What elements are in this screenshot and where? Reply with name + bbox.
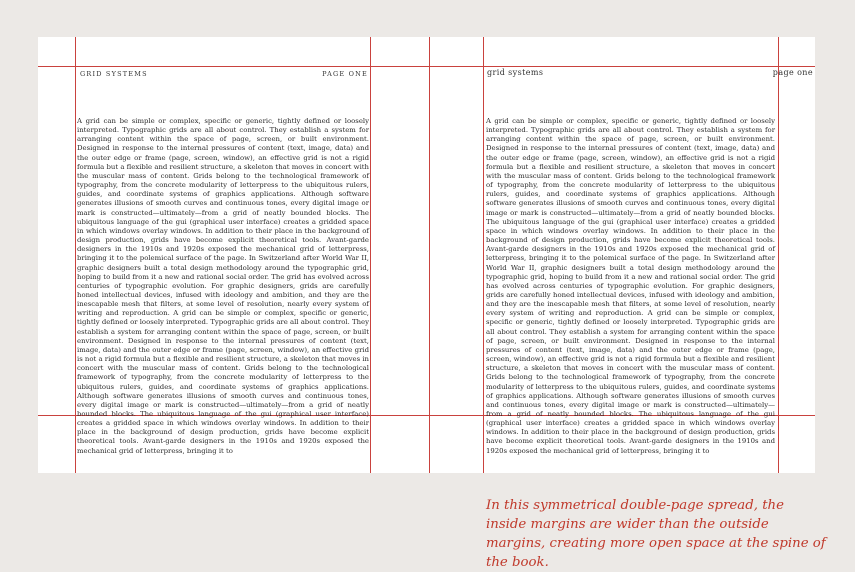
right-running-head: grid systems (487, 68, 544, 77)
double-page-spread (38, 37, 815, 473)
guide-right-outer-margin (778, 37, 779, 473)
guide-left-outer-margin (75, 37, 76, 473)
guide-right-margin-column (483, 37, 484, 473)
figure-caption: In this symmetrical double-page spread, the inside margins are wider than the outside margins, creating more open space at the spine of the book. (486, 498, 826, 570)
guide-right-inner-margin (429, 37, 430, 473)
left-body-text: A grid can be simple or complex, specific or generic, tightly defined or loosely interpreted. Typographic grids are all about control. They establish a system for arranging content within the space of page, screen, or built environment. Designed in response to the internal pressures of content (text, image, data) and the outer edge or frame (page, screen, window), an effective grid is not a rigid formula but a flexible and resilient structure, a skeleton that moves in concert with the muscular mass of content. Grids belong to the technological framework of typography, from the concrete modularity of letterpress to the ubiquitous rulers, guides, and coordinate systems of graphics applications. Although software generates illusions of smooth curves and continuous tones, every digital image or mark is constructed—ultimately—from a grid of neatly bounded blocks. The ubiquitous language of the gui (graphical user interface) creates a gridded space in which windows overlay windows. In addition to their place in the background of design production, grids have become explicit theoretical tools. Avant-garde designers in the 1910s and 1920s exposed the mechanical grid of letterpress, bringing it to the polemical surface of the page. In Switzerland after World War II, graphic designers built a total design methodology around the typographic grid, hoping to build from it a new and rational social order. The grid has evolved across centuries of typographic evolution. For graphic designers, grids are carefully honed intellectual devices, infused with ideology and ambition, and they are the inescapable mesh that filters, at some level of resolution, nearly every system of writing and reproduction. A grid can be simple or complex, specific or generic, tightly defined or loosely interpreted. Typographic grids are all about control. They establish a system for arranging content within the space of page, screen, or built environment. Designed in response to the internal pressures of content (text, image, data) and the outer edge or frame (page, screen, window), an effective grid is not a rigid formula but a flexible and resilient structure, a skeleton that moves in concert with the muscular mass of content. Grids belong to the technological framework of typography, from the concrete modularity of letterpress to the ubiquitous rulers, guides, and coordinate systems of graphics applications. Although software generates illusions of smooth curves and continuous tones, every digital image or mark is constructed—ultimately—from a grid of neatly bounded blocks. The ubiquitous language of the gui (graphical user interface) creates a gridded space in which windows overlay windows. In addition to their place in the background of design production, grids have become explicit theoretical tools. Avant-garde designers in the 1910s and 1920s exposed the mechanical grid of letterpress, bringing it to (77, 117, 370, 455)
guide-top-margin (38, 66, 815, 67)
left-folio: PAGE ONE (322, 70, 368, 78)
right-folio: page one (772, 68, 813, 77)
guide-left-inner-margin (370, 37, 371, 473)
right-body-text: A grid can be simple or complex, specific or generic, tightly defined or loosely interpreted. Typographic grids are all about control. They establish a system for arranging content within the space of page, screen, or built environment. Designed in response to the internal pressures of content (text, image, data) and the outer edge or frame (page, screen, window), an effective grid is not a rigid formula but a flexible and resilient structure, a skeleton that moves in concert with the muscular mass of content. Grids belong to the technological framework of typography, from the concrete modularity of letterpress to the ubiquitous rulers, guides, and coordinate systems of graphics applications. Although software generates illusions of smooth curves and continuous tones, every digital image or mark is constructed—ultimately—from a grid of neatly bounded blocks. The ubiquitous language of the gui (graphical user interface) creates a gridded space in which windows overlay windows. In addition to their place in the background of design production, grids have become explicit theoretical tools. Avant-garde designers in the 1910s and 1920s exposed the mechanical grid of letterpress, bringing it to the polemical surface of the page. In Switzerland after World War II, graphic designers built a total design methodology around the typographic grid, hoping to build from it a new and rational social order. The grid has evolved across centuries of typographic evolution. For graphic designers, grids are carefully honed intellectual devices, infused with ideology and ambition, and they are the inescapable mesh that filters, at some level of resolution, nearly every system of writing and reproduction. A grid can be simple or complex, specific or generic, tightly defined or loosely interpreted. Typographic grids are all about control. They establish a system for arranging content within the space of page, screen, or built environment. Designed in response to the internal pressures of content (text, image, data) and the outer edge or frame (page, screen, window), an effective grid is not a rigid formula but a flexible and resilient structure, a skeleton that moves in concert with the muscular mass of content. Grids belong to the technological framework of typography, from the concrete modularity of letterpress to the ubiquitous rulers, guides, and coordinate systems of graphics applications. Although software generates illusions of smooth curves and continuous tones, every digital image or mark is constructed—ultimately—from a grid of neatly bounded blocks. The ubiquitous language of the gui (graphical user interface) creates a gridded space in which windows overlay windows. In addition to their place in the background of design production, grids have become explicit theoretical tools. Avant-garde designers in the 1910s and 1920s exposed the mechanical grid of letterpress, bringing it to (486, 117, 775, 455)
left-running-head: GRID SYSTEMS (80, 70, 148, 78)
